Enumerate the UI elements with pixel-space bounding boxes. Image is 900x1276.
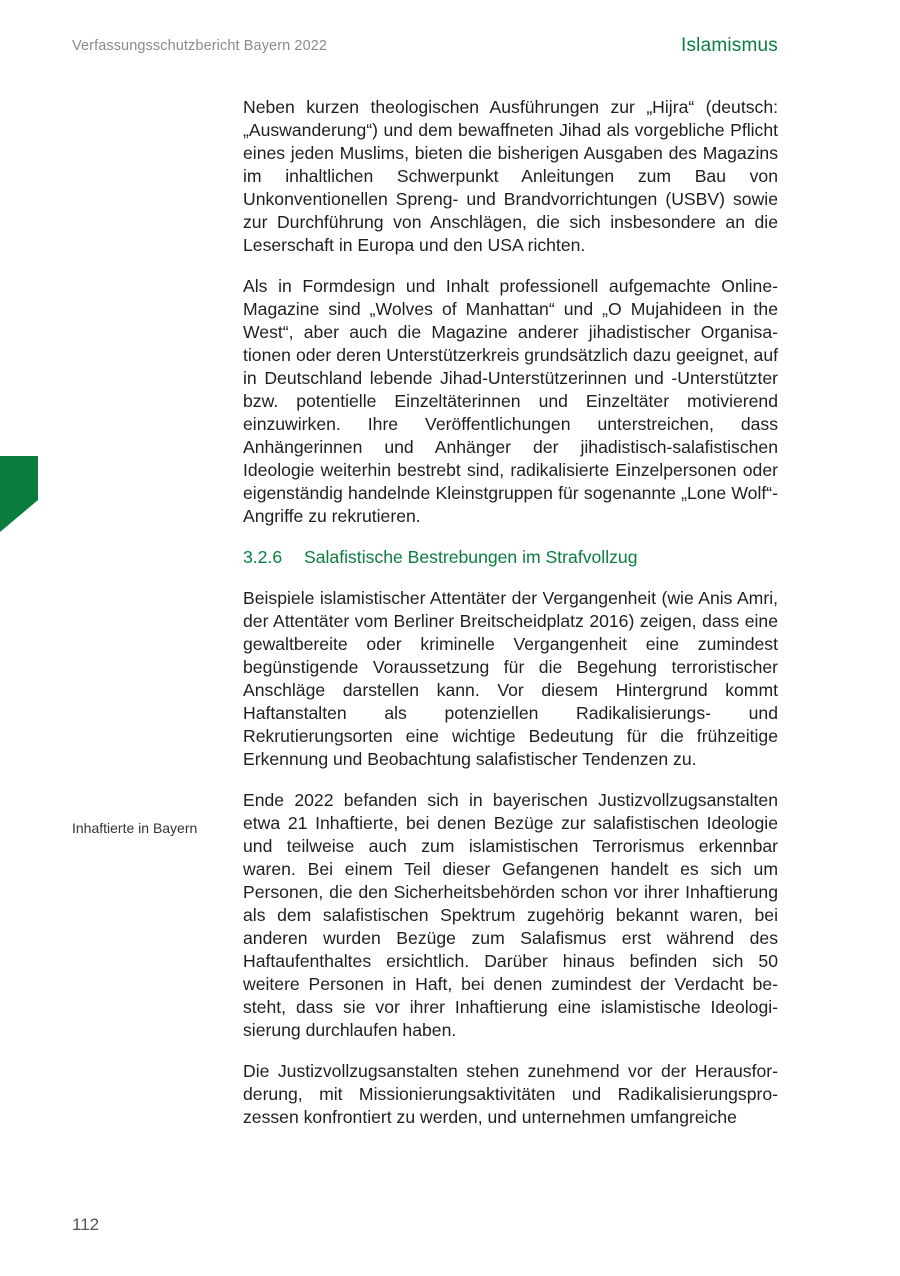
body-paragraph: Ende 2022 befanden sich in bayerischen Justizvollzugsanstalten etwa 21 Inhaftierte, bei denen Bezüge zur salafistischen Ideologie und teilweise auch zum islamistischen Terrorismus erkennbar waren. Bei einem Teil dieser Gefangenen handelt es sich um Personen, die den Sicherheitsbehörden schon vor ihrer Inhaftierung als dem salafistischen Spektrum zugehörig bekannt waren, bei anderen wurden Bezüge zum Salafismus erst während des Haftaufenthaltes ersichtlich. Darüber hinaus befinden sich 50 weitere Personen in Haft, bei denen zumindest der Verdacht besteht, dass sie vor ihrer Inhaftierung eine islamistische Ideologisierung durchlaufen haben. [243, 790, 778, 1040]
body-paragraph: Neben kurzen theologischen Ausführungen zur „Hijra“ (deutsch: „Auswanderung“) und dem bewaffneten Jihad als vorgebliche Pflicht eines jeden Muslims, bieten die bisherigen Ausgaben des Magazins im inhaltlichen Schwerpunkt Anleitungen zum Bau von Unkonventionellen Spreng- und Brandvorrichtungen (USBV) sowie zur Durchführung von Anschlägen, die sich insbesondere an die Leserschaft in Europa und den USA richten. [243, 97, 778, 255]
running-header-publication: Verfassungsschutzbericht Bayern 2022 [72, 38, 328, 54]
page-number: 112 [72, 1215, 100, 1234]
chapter-tab-marker [0, 456, 38, 532]
section-number: 3.2.6 [243, 547, 283, 567]
body-paragraph: Die Justizvollzugsanstalten stehen zunehmend vor der Herausforderung, mit Missionierungsaktivitäten und Radikalisierungsprozessen konfrontiert zu werden, und unternehmen umfangreiche [243, 1061, 778, 1127]
body-paragraph: Beispiele islamistischer Attentäter der Vergangenheit (wie Anis Amri, der Attentäter vom Berliner Breitscheidplatz 2016) zeigen, dass eine gewaltbereite oder kriminelle Vergangenheit eine zumindest begünstigende Voraussetzung für die Begehung terroristischer Anschläge darstellen kann. Vor diesem Hintergrund kommt Haftanstalten als potenziellen Radikalisierungs- und Rekrutierungsorten eine wichtige Bedeutung für die frühzeitige Erkennung und Beobachtung salafistischer Tendenzen zu. [243, 588, 778, 769]
main-text-column [243, 96, 778, 1147]
margin-note: Inhaftierte in Bayern [72, 820, 198, 836]
section-heading [243, 546, 778, 569]
section-title: Salafistische Bestrebungen im Strafvollzug [304, 547, 638, 567]
body-paragraph: Als in Formdesign und Inhalt professionell aufgemachte Online-Magazine sind „Wolves of Manhattan“ und „O Mujahideen in the West“, aber auch die Magazine anderer jihadistischer Organisationen oder deren Unterstützerkreis grundsätzlich dazu geeignet, auf in Deutschland lebende Jihad-Unterstützerinnen und -Unterstützter bzw. potentielle Einzeltäterinnen und Einzeltäter motivierend einzuwirken. Ihre Veröffentlichungen unterstreichen, dass Anhängerinnen und Anhänger der jihadistisch-salafistischen Ideologie weiterhin bestrebt sind, radikalisierte Einzelpersonen oder eigenständig handelnde Kleinstgruppen für sogenannte „Lone Wolf“-Angriffe zu rekrutieren. [243, 276, 778, 526]
running-header-chapter: Islamismus [680, 35, 778, 56]
